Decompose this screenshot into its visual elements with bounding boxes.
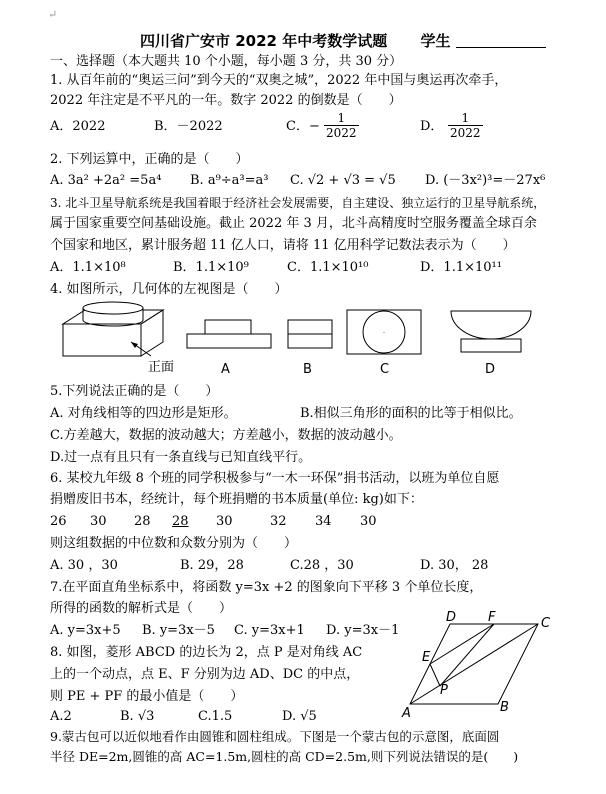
- section-heading: 一、选择题（本大题共 10 个小题，每小题 3 分，共 30 分）: [50, 54, 403, 69]
- q3-option-d: D．1.1×10¹¹: [420, 260, 502, 275]
- q8-options: [50, 708, 350, 726]
- q1-option-b: B．－2022: [154, 119, 223, 134]
- q7-line2: 所得的函数的解析式是（ ）: [50, 601, 233, 616]
- q1-c-prefix: C．−: [286, 119, 320, 134]
- q6-line2: 捐赠废旧书本，经统计，每个班捐赠的书本质量(单位: kg)如下：: [50, 492, 423, 507]
- q1-option-c: [286, 118, 320, 136]
- q6-line1: 6. 某校九年级 8 个班的同学积极参与“一木一环保”捐书活动，以班为单位自愿: [50, 471, 500, 486]
- q8-point-label: F: [488, 610, 496, 625]
- q6-value: 26: [50, 514, 67, 529]
- q9-line1: 9.蒙古包可以近似地看作由圆锥和圆柱组成。下图是一个蒙古包的示意图，底面圆: [50, 729, 500, 744]
- q5-options-ab: [50, 405, 570, 423]
- q8-line1: 8. 如图，菱形 ABCD 的边长为 2，点 P 是对角线 AC: [50, 645, 363, 660]
- q8-point-label: A: [402, 706, 411, 721]
- q1-d-fraction: [448, 111, 483, 140]
- q8-line3: 则 PE + PF 的最小值是（ ）: [50, 689, 244, 704]
- q8-line2: 上的一个动点，点 E、F 分别为边 AD、DC 的中点，: [50, 667, 360, 682]
- q3-line2: 属于国家重要空间基础设施。截止 2022 年 3 月，北斗高精度时空服务覆盖全球百余: [50, 216, 537, 231]
- q1-line1: 1. 从百年前的“奥运三问”到今天的“双奥之城”，2022 年中国与奥运再次牵手，: [50, 73, 508, 88]
- student-name-blank[interactable]: [456, 34, 546, 48]
- q5-option-d: D.过一点有且只有一条直线与已知直线平行。: [50, 450, 312, 465]
- q1-c-num: 1: [324, 111, 359, 126]
- q6-value: 28: [172, 514, 189, 529]
- q5-option-c: C.方差越大，数据的波动越大；方差越小，数据的波动越小。: [50, 428, 402, 443]
- q6-value: 30: [360, 514, 377, 529]
- corner-mark: ↵: [48, 8, 58, 21]
- q8-point-label: D: [446, 610, 457, 625]
- q2-option-d: D. (－3x²)³=－27x⁶: [425, 173, 546, 188]
- q6-option-c: C.28 ，30: [290, 558, 354, 573]
- q6-option-b: B. 29，28: [180, 558, 244, 573]
- q3-option-a: A．1.1×10⁸: [50, 260, 126, 275]
- q1-options: [50, 111, 550, 149]
- page-title: [140, 30, 546, 51]
- q2-stem: 2. 下列运算中，正确的是（ ）: [50, 152, 249, 167]
- q4-label-d: D: [485, 362, 496, 377]
- q8-option-a: A.2: [50, 709, 72, 724]
- q8-point-label: B: [500, 700, 509, 715]
- q7-option-c: C. y=3x+1: [234, 623, 305, 638]
- q9-line2: 半径 DE=2m,圆锥的高 AC=1.5m,圆柱的高 CD=2.5m,则下列说法错误的是( ): [50, 749, 519, 764]
- q4-option-b-figure: [286, 318, 336, 352]
- q8-point-label: E: [422, 650, 431, 665]
- q1-d-num: 1: [448, 111, 483, 126]
- q1-c-fraction: [324, 111, 359, 140]
- q2-option-b: B. a⁹÷a³=a³: [190, 173, 269, 188]
- q7-options: [50, 622, 410, 640]
- q4-option-c-figure: [345, 308, 425, 358]
- q8-option-d: D. √5: [282, 709, 317, 724]
- q5-option-b: B.相似三角形的面积的比等于相似比。: [300, 406, 522, 421]
- q6-value: 30: [216, 514, 233, 529]
- q5-stem: 5.下列说法正确的是（ ）: [50, 384, 219, 399]
- q6-value: 30: [90, 514, 107, 529]
- q4-option-d-figure: [448, 308, 534, 356]
- q2-option-c: C. √2 + √3 = √5: [290, 173, 396, 188]
- q5-option-a: A. 对角线相等的四边形是矩形。: [50, 406, 237, 421]
- q4-label-a: A: [221, 362, 230, 377]
- exam-title: 四川省广安市 2022 年中考数学试题: [140, 32, 388, 50]
- q4-option-a-figure: [185, 318, 275, 352]
- q1-d-den: 2022: [450, 126, 481, 140]
- q7-option-d: D. y=3x－1: [326, 623, 400, 638]
- q6-value: 28: [134, 514, 151, 529]
- q6-option-d: D. 30， 28: [420, 558, 489, 573]
- q8-point-label: C: [541, 616, 551, 631]
- q1-c-den: 2022: [326, 126, 357, 140]
- q7-option-a: A. y=3x+5: [50, 623, 121, 638]
- q1-option-a: A．2022: [50, 119, 106, 134]
- q6-option-a: A. 30 ，30: [50, 558, 118, 573]
- q8-option-b: B. √3: [120, 709, 155, 724]
- q1-option-d: D．: [420, 119, 444, 134]
- q3-options: [50, 259, 570, 277]
- q4-front-label: 正面: [148, 360, 175, 375]
- q7-line1: 7.在平面直角坐标系中，将函数 y=3x +2 的图象向下平移 3 个单位长度，: [50, 580, 483, 595]
- student-label: 学生: [420, 32, 451, 50]
- q2-options: [50, 172, 570, 190]
- q7-option-b: B. y=3x－5: [142, 623, 215, 638]
- q1-line2: 2022 年注定是不平凡的一年。数字 2022 的倒数是（ ）: [50, 93, 402, 108]
- q3-line1: 3. 北斗卫星导航系统是我国着眼于经济社会发展需要，自主建设、独立运行的卫星导航系统，: [50, 196, 546, 210]
- q3-option-b: B．1.1×10⁹: [173, 260, 249, 275]
- q6-values: [50, 513, 410, 531]
- q6-value: 34: [315, 514, 332, 529]
- q8-option-c: C.1.5: [198, 709, 233, 724]
- q6-line4: 则这组数据的中位数和众数分别为（ ）: [50, 536, 298, 551]
- q4-label-b: B: [303, 362, 312, 377]
- q8-point-label: P: [440, 683, 448, 698]
- q6-options: [50, 557, 570, 575]
- q2-option-a: A. 3a² +2a² =5a⁴: [50, 173, 162, 188]
- q4-stem: 4. 如图所示，几何体的左视图是（ ）: [50, 282, 288, 297]
- q3-line3: 个国家和地区，累计服务超 11 亿人口，请将 11 亿用科学记数法表示为（ ）: [50, 238, 516, 253]
- q4-solid-figure: [55, 300, 175, 362]
- q6-value: 32: [270, 514, 287, 529]
- q3-option-c: C．1.1×10¹⁰: [287, 260, 369, 275]
- q4-label-c: C: [380, 362, 390, 377]
